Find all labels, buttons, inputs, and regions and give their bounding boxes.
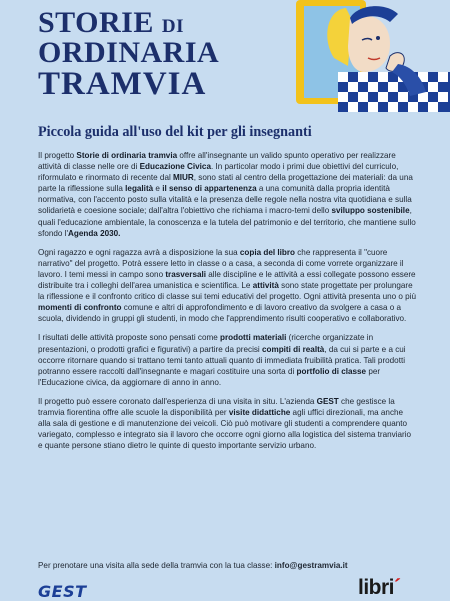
bold-text: prodotti materiali [220, 333, 287, 343]
text-run: per l'Educazione civica, da aggiornare di anno in anno. [38, 366, 381, 387]
contact-text: Per prenotare una visita alla sede della tramvia con la tua classe: [38, 561, 275, 570]
bold-text: compiti di realtà [262, 344, 325, 354]
guide-subtitle: Piccola guida all'uso del kit per gli insegnanti [38, 124, 312, 140]
text-run: I risultati delle attività proposte sono pensati come [38, 333, 221, 343]
libri-logo-accent: ´ [394, 576, 401, 599]
bold-text: copia del libro [239, 247, 295, 257]
text-run: , da cui si parte e a cui occorre ritornare quando si trattano temi tanto attuali quanto di immediata fruibilità pratica. Tali prodotti potranno essere raccolti dall'insegnante e magari costituire una sorta di [38, 344, 406, 376]
libri-logo-text: libri [358, 576, 395, 599]
text-run: che rappresenta il "cuore narrativo" del progetto. Potrà essere letto in classe o a casa, a seconda di come vorrete organizzare il lavoro. I temi messi in campo sono [38, 247, 404, 279]
bold-text: MIUR [173, 173, 194, 183]
bold-text: Educazione Civica [139, 162, 211, 172]
bold-text: momenti di confronto [38, 303, 122, 313]
text-run: e [153, 184, 163, 194]
title-word-di: DI [161, 16, 184, 37]
text-run: Ogni ragazzo e ogni ragazza avrà a disposizione la sua [38, 247, 240, 257]
text-run: , quali l'educazione ambientale, la conoscenza e la tutela del patrimonio e del territorio, che mantiene sullo sfondo l' [38, 206, 416, 238]
title-line-2: ORDINARIA [38, 36, 220, 69]
text-run: a una comunità dalla propria identità normativa, con l'accento posto sulla vitalità e la presenza delle regole nella nostra vita quotidiana e sulla solidarietà e coesione sociale; dall'altra l'obiettivo che richiama i macro-temi dello [38, 184, 412, 216]
bold-text: trasversali [165, 269, 207, 279]
text-run: comune e altri di approfondimento e di lavoro creativo da svolgere a casa o a scuola, dividendo in gruppi gli studenti, in modo che l'apprendimento risulti cooperativo e collaborativo. [38, 303, 407, 324]
bold-text: attività [252, 281, 279, 291]
bold-text: sviluppo sostenibile [331, 206, 410, 216]
bold-text: il senso di appartenenza [162, 184, 257, 194]
tram-passenger-illustration-icon [286, 0, 450, 112]
bold-text: portfolio di classe [296, 366, 367, 376]
text-run: offre all'insegnante un valido spunto operativo per realizzare attività di classe nelle ore di [38, 151, 396, 172]
gest-logo: GEST [38, 582, 87, 601]
body-paragraph [38, 332, 416, 387]
text-run: Il progetto [38, 151, 77, 160]
title-line-3: TRAMVIA [38, 66, 207, 102]
text-run: (ricerche organizzate in presentazioni, o prodotti grafici e figurativi) a partire da precisi [38, 333, 374, 354]
text-run: alle discipline e le attività a essi collegate possono essere distribuite tra i colleghi dell'area umanistica e scientifica. Le [38, 269, 416, 291]
bold-text: visite didattiche [228, 407, 291, 417]
body-paragraph [38, 150, 416, 239]
body-paragraph [38, 247, 416, 325]
bold-text: GEST [316, 396, 339, 406]
bold-text: Agenda 2030. [68, 228, 121, 238]
text-run: sono state progettate per prolungare la riflessione e il confronto critico di classe sui temi educativi del progetto. Ogni attività presenta uno o più [38, 281, 417, 302]
text-run: agli uffici direzionali, ma anche alla sala di gestione e di manutenzione dei veicoli. Ciò può motivare gli studenti a comprendere quanto variegato, complesso e integrato sia il lavoro che occorre ogni giorno alla logistica del sistema tranviario e quante persone stiano dietro le quinte di questo importante servizio urbano. [38, 407, 412, 451]
text-run: che gestisce la tramvia fiorentina offre alle scuole la disponibilità per [38, 396, 395, 417]
text-run: , sono stati al centro della progettazione dei materiali: da una parte la riflessione sulla [38, 173, 413, 194]
title-line-1 [38, 8, 219, 38]
text-run: . In particolar modo i primi due obiettivi del curriculo, riformulato e rinormato di recente dal [38, 162, 399, 183]
libri-logo [358, 576, 401, 600]
contact-email[interactable]: info@gestramvia.it [274, 561, 348, 570]
bold-text: legalità [125, 184, 154, 194]
page-title [38, 8, 219, 101]
text-run: Il progetto può essere coronato dall'esperienza di una visita in situ. L'azienda [38, 396, 317, 406]
guide-body [38, 150, 416, 459]
body-paragraph [38, 396, 416, 451]
bold-text: Storie di ordinaria tramvia [76, 151, 178, 160]
title-word-storie: STORIE [38, 6, 154, 39]
contact-line [38, 560, 428, 571]
